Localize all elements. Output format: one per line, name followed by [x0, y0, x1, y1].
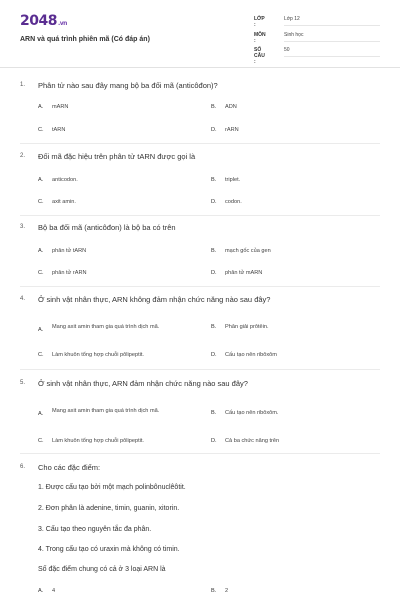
option-text: triplet. — [225, 177, 241, 183]
statement-3: 3. Cấu tạo theo nguyên tắc đa phân. — [38, 526, 152, 533]
meta-value: Lớp 12 — [284, 16, 380, 26]
page-header — [0, 0, 400, 68]
option-letter: C. — [38, 352, 44, 358]
question-number: 4. — [20, 296, 26, 302]
option-text: phân tử rARN — [52, 270, 87, 276]
option-letter: B. — [211, 588, 217, 594]
option-letter: C. — [38, 199, 44, 205]
option-text: phân tử tARN — [52, 248, 87, 254]
option-letter: A. — [38, 177, 44, 183]
option-text: phân tử mARN — [225, 270, 263, 276]
meta-label: SỐ CÂU : — [254, 47, 265, 65]
option-letter: A. — [38, 104, 44, 110]
option-letter: D. — [211, 352, 217, 358]
option-letter: B. — [211, 410, 217, 416]
option-letter: A. — [38, 248, 44, 254]
question-number: 3. — [20, 224, 26, 230]
question-text: Cho các đặc điểm: — [38, 463, 101, 472]
question-number: 5. — [20, 380, 26, 386]
divider — [20, 215, 380, 216]
option-letter: A. — [38, 411, 44, 417]
divider — [20, 453, 380, 454]
option-letter: D. — [211, 270, 217, 276]
question-text: Phân tử nào sau đây mang bộ ba đối mã (anticôđon)? — [38, 81, 218, 90]
site-logo[interactable] — [20, 13, 67, 29]
option-text: Cấu tạo nên ribôxôm. — [225, 410, 279, 416]
question-text: Đối mã đặc hiệu trên phân tử tARN được gọi là — [38, 152, 196, 161]
option-letter: D. — [211, 438, 217, 444]
option-text: mARN — [52, 104, 69, 110]
option-text: axit amin. — [52, 199, 76, 205]
statement-1: 1. Được cấu tạo bởi một mạch polinbônuclêôtit. — [38, 484, 186, 491]
option-letter: B. — [211, 177, 217, 183]
option-text: mạch gốc của gen — [225, 248, 271, 254]
question-text: Bộ ba đối mã (anticôđon) là bộ ba có trên — [38, 223, 176, 232]
option-text: tARN — [52, 127, 66, 133]
option-text: ADN — [225, 104, 237, 110]
option-letter: B. — [211, 104, 217, 110]
logo-suffix: .vn — [57, 20, 67, 27]
option-letter: C. — [38, 270, 44, 276]
option-text: rARN — [225, 127, 239, 133]
question-number: 6. — [20, 464, 26, 470]
statement-2: 2. Đơn phân là adenine, timin, guanin, xitorin. — [38, 505, 180, 512]
statement-4: 4. Trong cấu tạo có uraxin mà không có timin. — [38, 546, 180, 553]
option-text: Làm khuôn tổng hợp chuỗi pôlipeptit. — [52, 438, 144, 444]
meta-value: Sinh học — [284, 32, 380, 42]
logo-main: 2048 — [20, 13, 57, 29]
meta-label: MÔN : — [254, 32, 266, 44]
option-text: 4 — [52, 588, 56, 594]
option-text: Mang axit amin tham gia quá trình dịch mã. — [52, 324, 160, 330]
option-letter: D. — [211, 127, 217, 133]
option-text: Làm khuôn tổng hợp chuỗi pôlipeptit. — [52, 352, 144, 358]
question-number: 2. — [20, 153, 26, 159]
option-text: Mang axit amin tham gia quá trình dịch mã. — [52, 408, 160, 414]
option-letter: B. — [211, 248, 217, 254]
option-letter: A. — [38, 327, 44, 333]
meta-value: 50 — [284, 47, 380, 57]
question-text: Ở sinh vật nhân thực, ARN đảm nhận chức năng nào sau đây? — [38, 379, 248, 388]
meta-label: LỚP : — [254, 16, 265, 28]
option-text: codon. — [225, 199, 242, 205]
option-text: Cấu tạo nên ribôxôm — [225, 352, 277, 358]
option-letter: D. — [211, 199, 217, 205]
option-text: Phân giải prôtêin. — [225, 324, 269, 330]
question-number: 1. — [20, 82, 26, 88]
option-text: 2 — [225, 588, 229, 594]
option-text: Cả ba chức năng trên — [225, 438, 280, 444]
option-letter: A. — [38, 588, 44, 594]
question-text: Ở sinh vật nhân thực, ARN không đảm nhận chức năng nào sau đây? — [38, 295, 271, 304]
statement-prompt: Số đặc điểm chung có cả ở 3 loại ARN là — [38, 566, 166, 573]
option-letter: B. — [211, 324, 217, 330]
option-letter: C. — [38, 438, 44, 444]
option-letter: C. — [38, 127, 44, 133]
option-text: anticodon. — [52, 177, 78, 183]
divider — [20, 369, 380, 370]
divider — [20, 143, 380, 144]
document-title: ARN và quá trình phiên mã (Có đáp án) — [20, 36, 150, 43]
divider — [20, 286, 380, 287]
